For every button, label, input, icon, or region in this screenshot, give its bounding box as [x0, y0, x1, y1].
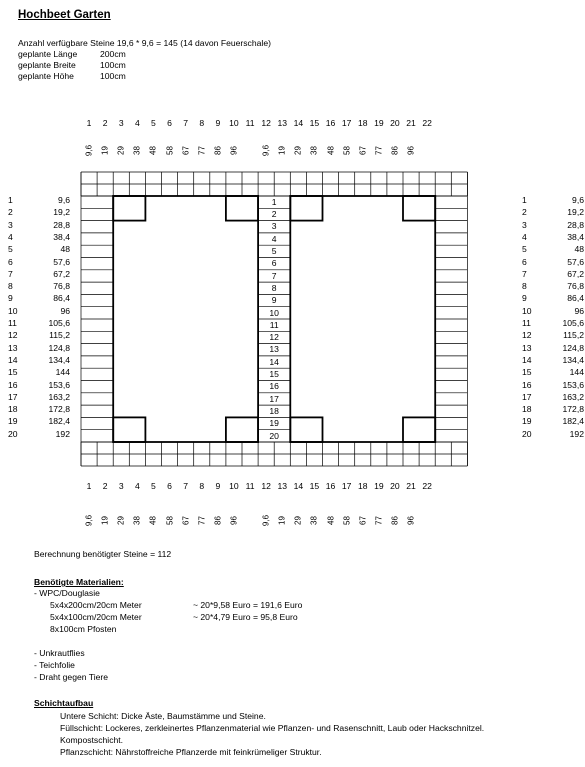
materials-heading: Benötigte Materialien: [34, 577, 124, 587]
column-value: 96 [229, 146, 239, 155]
middle-row-number: 18 [269, 405, 279, 416]
row-number: 6 [8, 256, 13, 267]
material-item-desc: 5x4x200cm/20cm Meter [50, 600, 142, 610]
row-number: 8 [522, 281, 527, 292]
column-value: 19 [100, 516, 110, 525]
row-number: 10 [8, 305, 18, 316]
column-number: 21 [406, 118, 416, 128]
row-value: 19,2 [567, 207, 584, 218]
column-number: 20 [390, 481, 400, 491]
material-item-desc: 5x4x100cm/20cm Meter [50, 612, 142, 622]
row-value: 105,6 [562, 318, 584, 328]
column-value: 19 [277, 146, 287, 155]
row-number: 15 [8, 367, 18, 378]
calculation: Berechnung benötigter Steine = 112 [34, 549, 172, 559]
row-number: 17 [8, 391, 18, 402]
column-number: 12 [261, 118, 271, 128]
middle-row-number: 4 [271, 233, 277, 244]
row-number: 9 [522, 293, 527, 304]
column-number: 22 [422, 118, 432, 128]
column-value: 29 [293, 516, 303, 525]
column-value: 19 [277, 516, 287, 525]
column-value: 29 [293, 146, 303, 155]
column-number: 19 [374, 118, 384, 128]
row-number: 12 [522, 330, 532, 341]
row-value: 153,6 [48, 379, 70, 390]
row-number: 16 [522, 379, 532, 390]
row-value: 48 [60, 244, 70, 255]
column-value: 58 [342, 516, 352, 525]
middle-row-number: 3 [271, 221, 277, 232]
middle-row-number: 9 [271, 295, 277, 306]
material-other: - Unkrautflies [34, 648, 85, 658]
row-number: 1 [8, 195, 13, 205]
row-number: 6 [522, 256, 527, 267]
row-number: 1 [522, 195, 527, 205]
row-number: 7 [8, 268, 13, 279]
column-value: 86 [213, 146, 223, 155]
column-number: 8 [199, 118, 205, 128]
row-value: 134,4 [48, 354, 70, 365]
row-number: 20 [522, 428, 532, 439]
column-number: 2 [102, 118, 108, 128]
row-number: 4 [522, 231, 527, 242]
row-number: 13 [522, 342, 532, 353]
row-number: 2 [8, 207, 13, 218]
column-number: 16 [325, 118, 336, 128]
column-value: 38 [309, 146, 319, 155]
layers-heading: Schichtaufbau [34, 698, 94, 708]
column-value: 19 [100, 146, 110, 155]
column-value: 96 [229, 516, 239, 525]
column-number: 11 [245, 118, 255, 128]
row-value: 19,2 [53, 207, 70, 218]
column-value: 48 [326, 146, 336, 155]
column-number: 17 [341, 481, 352, 491]
row-value: 67,2 [53, 268, 70, 279]
row-value: 115,2 [49, 330, 70, 341]
column-value: 67 [358, 146, 368, 155]
row-value: 9,6 [58, 195, 70, 205]
column-number: 20 [390, 118, 400, 128]
middle-row-number: 2 [271, 209, 277, 220]
column-number: 10 [229, 118, 239, 128]
row-number: 5 [522, 244, 527, 255]
middle-row-number: 13 [269, 344, 279, 355]
column-number: 1 [86, 118, 92, 128]
planned-height-label: geplante Höhe [18, 71, 74, 81]
column-number: 5 [151, 481, 156, 491]
column-value: 48 [148, 146, 158, 155]
planned-length-label: geplante Länge [18, 49, 78, 59]
column-number: 15 [309, 481, 320, 491]
column-number: 21 [406, 481, 416, 491]
column-number: 10 [229, 481, 239, 491]
column-value: 48 [326, 516, 336, 525]
column-number: 15 [309, 118, 320, 128]
row-value: 9,6 [572, 195, 584, 205]
column-value: 86 [390, 146, 400, 155]
middle-row-number: 8 [271, 282, 277, 293]
column-number: 18 [357, 118, 368, 128]
row-number: 4 [8, 231, 13, 242]
row-value: 96 [574, 305, 584, 316]
column-number: 3 [118, 481, 124, 491]
planned-height-value: 100cm [100, 71, 126, 81]
row-value: 153,6 [562, 379, 584, 390]
row-value: 163,2 [562, 391, 584, 402]
column-number: 1 [86, 481, 92, 491]
column-number: 3 [118, 118, 124, 128]
column-number: 8 [199, 481, 205, 491]
column-number: 9 [215, 118, 221, 128]
row-value: 144 [569, 367, 584, 378]
column-number: 18 [357, 481, 368, 491]
row-value: 163,2 [48, 391, 70, 402]
column-value: 86 [390, 516, 400, 525]
column-number: 2 [102, 481, 108, 491]
column-value: 96 [406, 146, 416, 155]
column-value: 38 [132, 146, 142, 155]
middle-row-number: 6 [271, 258, 277, 269]
row-value: 57,6 [53, 256, 70, 267]
column-value: 77 [374, 146, 384, 155]
middle-row-number: 17 [269, 393, 279, 404]
column-number: 13 [277, 481, 288, 491]
column-value: 67 [181, 516, 191, 525]
row-number: 18 [522, 404, 532, 415]
column-value: 67 [181, 146, 191, 155]
row-value: 76,8 [567, 281, 584, 292]
column-number: 5 [151, 118, 156, 128]
material-other: - Draht gegen Tiere [34, 672, 109, 682]
row-number: 11 [522, 318, 531, 328]
row-value: 67,2 [567, 268, 584, 279]
row-number: 11 [8, 318, 17, 328]
row-number: 2 [522, 207, 527, 218]
column-number: 9 [215, 481, 221, 491]
row-value: 96 [60, 305, 70, 316]
layer-line: Untere Schicht: Dicke Äste, Baumstämme und Steine. [60, 711, 266, 721]
middle-row-number: 20 [269, 430, 279, 441]
row-value: 182,4 [48, 416, 70, 427]
column-value: 58 [165, 516, 175, 525]
row-number: 18 [8, 404, 18, 415]
column-value: 48 [148, 516, 158, 525]
row-number: 17 [522, 391, 532, 402]
row-value: 144 [55, 367, 70, 378]
row-number: 12 [8, 330, 18, 341]
column-value: 77 [197, 146, 207, 155]
material-item-desc: 8x100cm Pfosten [50, 624, 117, 634]
planned-width-value: 100cm [100, 60, 126, 70]
row-value: 86,4 [53, 293, 70, 304]
column-number: 11 [245, 481, 255, 491]
column-value: 96 [406, 516, 416, 525]
layer-line: Pflanzschicht: Nährstoffreiche Pflanzerde mit feinkrümeliger Struktur. [60, 747, 322, 757]
column-value: 38 [132, 516, 142, 525]
material-item-price: ~ 20*4,79 Euro = 95,8 Euro [193, 612, 298, 622]
row-value: 182,4 [562, 416, 584, 427]
page-title: Hochbeet Garten [18, 9, 111, 21]
column-number: 4 [134, 118, 140, 128]
column-number: 19 [374, 481, 384, 491]
middle-row-number: 7 [271, 270, 277, 281]
middle-row-number: 11 [269, 319, 279, 330]
column-value: 38 [309, 516, 319, 525]
column-value: 67 [358, 516, 368, 525]
row-number: 16 [8, 379, 18, 390]
row-number: 13 [8, 342, 18, 353]
column-number: 13 [277, 118, 288, 128]
row-number: 14 [522, 354, 532, 365]
row-value: 38,4 [567, 231, 584, 242]
column-value: 9,6 [261, 144, 271, 157]
row-value: 115,2 [563, 330, 584, 341]
column-number: 6 [167, 118, 172, 128]
row-value: 86,4 [567, 293, 584, 304]
material-item-price: ~ 20*9,58 Euro = 191,6 Euro [193, 600, 303, 610]
planned-length-value: 200cm [100, 49, 126, 59]
column-value: 58 [342, 146, 352, 155]
row-value: 172,8 [562, 404, 584, 415]
row-number: 5 [8, 244, 13, 255]
column-value: 9,6 [84, 144, 94, 157]
material-other: - Teichfolie [34, 660, 75, 670]
column-number: 16 [325, 481, 336, 491]
planned-width-label: geplante Breite [18, 60, 76, 70]
row-value: 38,4 [53, 231, 70, 242]
row-number: 19 [522, 416, 532, 427]
column-number: 14 [293, 481, 304, 491]
middle-row-number: 16 [269, 381, 279, 392]
layer-line: Kompostschicht. [60, 735, 124, 745]
row-value: 134,4 [562, 354, 584, 365]
row-number: 20 [8, 428, 18, 439]
row-value: 28,8 [53, 219, 70, 230]
row-number: 10 [522, 305, 532, 316]
column-number: 14 [293, 118, 304, 128]
material-wpc: - WPC/Douglasie [34, 588, 100, 598]
column-value: 29 [116, 516, 126, 525]
middle-row-number: 12 [269, 332, 279, 343]
row-value: 57,6 [567, 256, 584, 267]
middle-row-number: 19 [269, 418, 279, 429]
column-value: 58 [165, 146, 175, 155]
column-number: 7 [183, 481, 189, 491]
column-number: 6 [167, 481, 172, 491]
row-value: 192 [55, 428, 70, 439]
column-value: 77 [374, 516, 384, 525]
row-value: 124,8 [48, 342, 70, 353]
column-number: 17 [341, 118, 352, 128]
column-value: 9,6 [84, 514, 94, 527]
middle-row-number: 1 [271, 196, 277, 207]
column-number: 4 [134, 481, 140, 491]
row-number: 8 [8, 281, 13, 292]
row-value: 124,8 [562, 342, 584, 353]
row-number: 14 [8, 354, 18, 365]
column-value: 9,6 [261, 514, 271, 527]
middle-row-number: 14 [269, 356, 279, 367]
column-number: 7 [183, 118, 189, 128]
row-value: 76,8 [53, 281, 70, 292]
middle-row-number: 10 [269, 307, 279, 318]
column-number: 12 [261, 481, 271, 491]
row-value: 172,8 [48, 404, 70, 415]
column-number: 22 [422, 481, 432, 491]
row-value: 28,8 [567, 219, 584, 230]
row-number: 3 [522, 219, 527, 230]
row-value: 192 [569, 428, 584, 439]
middle-row-number: 15 [269, 369, 279, 379]
column-value: 86 [213, 516, 223, 525]
row-number: 7 [522, 268, 527, 279]
layer-line: Füllschicht: Lockeres, zerkleinertes Pflanzenmaterial wie Pflanzen- und Rasenschnitt, Laub oder Hackschnitzel. [60, 723, 485, 733]
available-stones: Anzahl verfügbare Steine 19,6 * 9,6 = 145 (14 davon Feuerschale) [18, 38, 271, 48]
row-value: 48 [574, 244, 584, 255]
column-value: 77 [197, 516, 207, 525]
row-number: 15 [522, 367, 532, 378]
row-value: 105,6 [48, 318, 70, 328]
row-number: 19 [8, 416, 18, 427]
row-number: 3 [8, 219, 13, 230]
row-number: 9 [8, 293, 13, 304]
column-value: 29 [116, 146, 126, 155]
middle-row-number: 5 [271, 246, 277, 256]
